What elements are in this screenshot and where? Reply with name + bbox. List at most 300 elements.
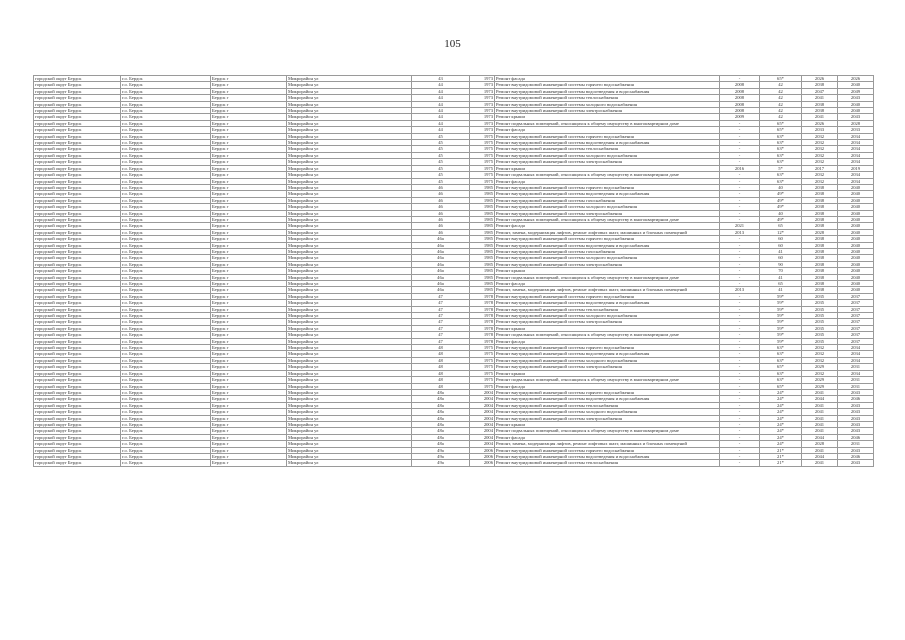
year-cell: 1985 [470, 236, 495, 242]
plan-cell: 24* [760, 434, 802, 440]
year-c-cell: 2037 [838, 313, 874, 319]
street-cell: Микрорайон ул [287, 236, 412, 242]
year-a-cell: - [720, 447, 760, 453]
street-cell: Микрорайон ул [287, 76, 412, 82]
plan-cell: 59* [760, 325, 802, 331]
street-cell: Микрорайон ул [287, 313, 412, 319]
year-c-cell: 2046 [838, 453, 874, 459]
year-a-cell: - [720, 281, 760, 287]
district-cell: городской округ Бердск [34, 293, 121, 299]
locality-cell: Бердск г [211, 396, 287, 402]
work-cell: Ремонт, замена, модернизация лифтов, ремонт лифтовых шахт, машинных и блочных помещений [495, 287, 720, 293]
work-cell: Ремонт внутридомовой инженерной системы холодного водоснабжения [495, 313, 720, 319]
work-cell: Ремонт крыши [495, 165, 720, 171]
plan-cell: 65* [760, 383, 802, 389]
house-cell: 44 [412, 95, 470, 101]
work-cell: Ремонт подвальных помещений, относящихся к общему имуществу в многоквартирном доме [495, 428, 720, 434]
street-cell: Микрорайон ул [287, 191, 412, 197]
year-a-cell: - [720, 140, 760, 146]
year-c-cell: 2028 [838, 120, 874, 126]
house-cell: 48а [412, 415, 470, 421]
year-b-cell: 2035 [802, 332, 838, 338]
year-a-cell: 2013 [720, 287, 760, 293]
street-cell: Микрорайон ул [287, 159, 412, 165]
district-cell: городской округ Бердск [34, 274, 121, 280]
street-cell: Микрорайон ул [287, 108, 412, 114]
year-a-cell: - [720, 184, 760, 190]
street-cell: Микрорайон ул [287, 216, 412, 222]
plan-cell: 40 [760, 210, 802, 216]
district-cell: городской округ Бердск [34, 191, 121, 197]
plan-cell: 59* [760, 300, 802, 306]
year-b-cell: 2038 [802, 216, 838, 222]
year-a-cell: - [720, 268, 760, 274]
settlement-cell: г.о. Бердск [121, 389, 211, 395]
year-cell: 1978 [470, 319, 495, 325]
year-cell: 1985 [470, 204, 495, 210]
year-b-cell: 2032 [802, 172, 838, 178]
street-cell: Микрорайон ул [287, 377, 412, 383]
work-cell: Ремонт внутридомовой инженерной системы холодного водоснабжения [495, 409, 720, 415]
year-b-cell: 2041 [802, 389, 838, 395]
year-b-cell: 2035 [802, 319, 838, 325]
year-cell: 1978 [470, 306, 495, 312]
year-cell: 1975 [470, 345, 495, 351]
year-cell: 1975 [470, 357, 495, 363]
year-b-cell: 2029 [802, 364, 838, 370]
year-b-cell: 2035 [802, 325, 838, 331]
work-cell: Ремонт крыши [495, 114, 720, 120]
work-cell: Ремонт внутридомовой инженерной системы водоотведения и водоснабжения [495, 351, 720, 357]
work-cell: Ремонт фасада [495, 434, 720, 440]
street-cell: Микрорайон ул [287, 152, 412, 158]
year-c-cell: 2040 [838, 184, 874, 190]
year-b-cell: 2038 [802, 287, 838, 293]
work-cell: Ремонт внутридомовой инженерной системы электроснабжения [495, 108, 720, 114]
settlement-cell: г.о. Бердск [121, 351, 211, 357]
year-cell: 1975 [470, 159, 495, 165]
locality-cell: Бердск г [211, 204, 287, 210]
street-cell: Микрорайон ул [287, 274, 412, 280]
year-cell: 2004 [470, 389, 495, 395]
street-cell: Микрорайон ул [287, 300, 412, 306]
settlement-cell: г.о. Бердск [121, 293, 211, 299]
street-cell: Микрорайон ул [287, 357, 412, 363]
work-cell: Ремонт внутридомовой инженерной системы теплоснабжения [495, 95, 720, 101]
settlement-cell: г.о. Бердск [121, 460, 211, 466]
plan-cell: 59* [760, 306, 802, 312]
year-a-cell: - [720, 319, 760, 325]
district-cell: городской округ Бердск [34, 441, 121, 447]
settlement-cell: г.о. Бердск [121, 191, 211, 197]
locality-cell: Бердск г [211, 191, 287, 197]
locality-cell: Бердск г [211, 82, 287, 88]
plan-cell: 63* [760, 357, 802, 363]
district-cell: городской округ Бердск [34, 306, 121, 312]
year-cell: 1975 [470, 140, 495, 146]
year-cell: 2006 [470, 447, 495, 453]
year-a-cell: - [720, 204, 760, 210]
district-cell: городской округ Бердск [34, 82, 121, 88]
settlement-cell: г.о. Бердск [121, 287, 211, 293]
locality-cell: Бердск г [211, 114, 287, 120]
year-b-cell: 2041 [802, 447, 838, 453]
year-a-cell: - [720, 236, 760, 242]
settlement-cell: г.о. Бердск [121, 204, 211, 210]
house-cell: 46 [412, 210, 470, 216]
year-c-cell: 2040 [838, 82, 874, 88]
year-cell: 1978 [470, 332, 495, 338]
year-b-cell: 2038 [802, 191, 838, 197]
work-cell: Ремонт внутридомовой инженерной системы электроснабжения [495, 364, 720, 370]
district-cell: городской округ Бердск [34, 402, 121, 408]
house-cell: 46 [412, 223, 470, 229]
year-c-cell: 2034 [838, 351, 874, 357]
work-cell: Ремонт внутридомовой инженерной системы водоотведения и водоснабжения [495, 242, 720, 248]
year-cell: 1975 [470, 377, 495, 383]
work-cell: Ремонт внутридомовой инженерной системы горячего водоснабжения [495, 389, 720, 395]
house-cell: 46а [412, 242, 470, 248]
year-a-cell: - [720, 133, 760, 139]
district-cell: городской округ Бердск [34, 415, 121, 421]
house-cell: 48 [412, 370, 470, 376]
year-b-cell: 2041 [802, 428, 838, 434]
year-c-cell: 2040 [838, 229, 874, 235]
district-cell: городской округ Бердск [34, 300, 121, 306]
settlement-cell: г.о. Бердск [121, 184, 211, 190]
house-cell: 49а [412, 447, 470, 453]
street-cell: Микрорайон ул [287, 210, 412, 216]
plan-cell: 5* [760, 165, 802, 171]
year-c-cell: 2040 [838, 223, 874, 229]
locality-cell: Бердск г [211, 127, 287, 133]
settlement-cell: г.о. Бердск [121, 146, 211, 152]
house-cell: 47 [412, 338, 470, 344]
settlement-cell: г.о. Бердск [121, 357, 211, 363]
year-c-cell: 2040 [838, 261, 874, 267]
plan-cell: 60 [760, 255, 802, 261]
year-cell: 1985 [470, 197, 495, 203]
locality-cell: Бердск г [211, 159, 287, 165]
house-cell: 46а [412, 236, 470, 242]
house-cell: 45 [412, 146, 470, 152]
year-c-cell: 2040 [838, 248, 874, 254]
plan-cell: 42 [760, 82, 802, 88]
house-cell: 46 [412, 184, 470, 190]
year-c-cell: 2033 [838, 127, 874, 133]
street-cell: Микрорайон ул [287, 389, 412, 395]
year-cell: 2004 [470, 434, 495, 440]
year-a-cell: - [720, 415, 760, 421]
year-cell: 1973 [470, 127, 495, 133]
work-cell: Ремонт внутридомовой инженерной системы холодного водоснабжения [495, 357, 720, 363]
district-cell: городской округ Бердск [34, 184, 121, 190]
street-cell: Микрорайон ул [287, 415, 412, 421]
plan-cell: 49* [760, 204, 802, 210]
plan-cell: 63* [760, 178, 802, 184]
street-cell: Микрорайон ул [287, 287, 412, 293]
house-cell: 45 [412, 152, 470, 158]
house-cell: 47 [412, 319, 470, 325]
year-c-cell: 2034 [838, 152, 874, 158]
year-cell: 2004 [470, 421, 495, 427]
street-cell: Микрорайон ул [287, 447, 412, 453]
settlement-cell: г.о. Бердск [121, 274, 211, 280]
year-a-cell: - [720, 441, 760, 447]
house-cell: 46а [412, 248, 470, 254]
work-cell: Ремонт фасада [495, 338, 720, 344]
year-c-cell: 2043 [838, 389, 874, 395]
district-cell: городской округ Бердск [34, 172, 121, 178]
house-cell: 46 [412, 197, 470, 203]
year-b-cell: 2038 [802, 255, 838, 261]
work-cell: Ремонт внутридомовой инженерной системы холодного водоснабжения [495, 101, 720, 107]
work-cell: Ремонт крыши [495, 421, 720, 427]
year-a-cell: 2016 [720, 165, 760, 171]
district-cell: городской округ Бердск [34, 338, 121, 344]
district-cell: городской округ Бердск [34, 210, 121, 216]
street-cell: Микрорайон ул [287, 332, 412, 338]
settlement-cell: г.о. Бердск [121, 434, 211, 440]
settlement-cell: г.о. Бердск [121, 421, 211, 427]
street-cell: Микрорайон ул [287, 364, 412, 370]
locality-cell: Бердск г [211, 95, 287, 101]
year-c-cell: 2043 [838, 415, 874, 421]
district-cell: городской округ Бердск [34, 421, 121, 427]
work-cell: Ремонт внутридомовой инженерной системы электроснабжения [495, 261, 720, 267]
work-cell: Ремонт подвальных помещений, относящихся к общему имуществу в многоквартирном доме [495, 377, 720, 383]
street-cell: Микрорайон ул [287, 261, 412, 267]
street-cell: Микрорайон ул [287, 460, 412, 466]
plan-cell: 59* [760, 332, 802, 338]
year-a-cell: 2008 [720, 101, 760, 107]
work-cell: Ремонт фасада [495, 281, 720, 287]
year-cell: 1973 [470, 108, 495, 114]
district-cell: городской округ Бердск [34, 287, 121, 293]
year-cell: 1973 [470, 88, 495, 94]
year-cell: 1985 [470, 229, 495, 235]
district-cell: городской округ Бердск [34, 204, 121, 210]
locality-cell: Бердск г [211, 165, 287, 171]
district-cell: городской округ Бердск [34, 140, 121, 146]
locality-cell: Бердск г [211, 402, 287, 408]
settlement-cell: г.о. Бердск [121, 210, 211, 216]
district-cell: городской округ Бердск [34, 332, 121, 338]
plan-cell: 63* [760, 377, 802, 383]
district-cell: городской округ Бердск [34, 165, 121, 171]
work-cell: Ремонт подвальных помещений, относящихся к общему имуществу в многоквартирном доме [495, 120, 720, 126]
plan-cell: 12* [760, 229, 802, 235]
district-cell: городской округ Бердск [34, 447, 121, 453]
plan-cell: 65* [760, 120, 802, 126]
house-cell: 44 [412, 101, 470, 107]
settlement-cell: г.о. Бердск [121, 261, 211, 267]
settlement-cell: г.о. Бердск [121, 453, 211, 459]
year-c-cell: 2043 [838, 402, 874, 408]
street-cell: Микрорайон ул [287, 383, 412, 389]
year-c-cell: 2043 [838, 428, 874, 434]
street-cell: Микрорайон ул [287, 223, 412, 229]
works-table-container [33, 75, 873, 467]
street-cell: Микрорайон ул [287, 325, 412, 331]
year-cell: 1973 [470, 95, 495, 101]
house-cell: 49а [412, 453, 470, 459]
district-cell: городской округ Бердск [34, 146, 121, 152]
settlement-cell: г.о. Бердск [121, 248, 211, 254]
locality-cell: Бердск г [211, 184, 287, 190]
year-a-cell: - [720, 389, 760, 395]
year-b-cell: 2041 [802, 409, 838, 415]
year-c-cell: 2019 [838, 165, 874, 171]
year-cell: 1975 [470, 165, 495, 171]
year-c-cell: 2037 [838, 293, 874, 299]
year-a-cell: - [720, 345, 760, 351]
work-cell: Ремонт крыши [495, 325, 720, 331]
year-c-cell: 2034 [838, 370, 874, 376]
plan-cell: 24* [760, 441, 802, 447]
street-cell: Микрорайон ул [287, 133, 412, 139]
work-cell: Ремонт фасада [495, 127, 720, 133]
plan-cell: 60 [760, 242, 802, 248]
year-c-cell: 2040 [838, 210, 874, 216]
plan-cell: 40 [760, 184, 802, 190]
district-cell: городской округ Бердск [34, 223, 121, 229]
street-cell: Микрорайон ул [287, 409, 412, 415]
locality-cell: Бердск г [211, 101, 287, 107]
house-cell: 46 [412, 204, 470, 210]
year-b-cell: 2041 [802, 114, 838, 120]
work-cell: Ремонт подвальных помещений, относящихся к общему имуществу в многоквартирном доме [495, 274, 720, 280]
year-b-cell: 2032 [802, 140, 838, 146]
district-cell: городской округ Бердск [34, 229, 121, 235]
year-a-cell: - [720, 152, 760, 158]
year-b-cell: 2038 [802, 210, 838, 216]
year-cell: 1975 [470, 178, 495, 184]
settlement-cell: г.о. Бердск [121, 165, 211, 171]
street-cell: Микрорайон ул [287, 345, 412, 351]
table-row [34, 460, 874, 466]
year-c-cell: 2043 [838, 114, 874, 120]
house-cell: 46 [412, 191, 470, 197]
year-a-cell: - [720, 402, 760, 408]
house-cell: 46а [412, 268, 470, 274]
work-cell: Ремонт фасада [495, 383, 720, 389]
plan-cell: 65* [760, 364, 802, 370]
district-cell: городской округ Бердск [34, 268, 121, 274]
work-cell: Ремонт, замена, модернизация лифтов, ремонт лифтовых шахт, машинных и блочных помещений [495, 441, 720, 447]
plan-cell: 21* [760, 453, 802, 459]
year-cell: 2004 [470, 415, 495, 421]
house-cell: 48а [412, 396, 470, 402]
year-b-cell: 2035 [802, 293, 838, 299]
street-cell: Микрорайон ул [287, 338, 412, 344]
district-cell: городской округ Бердск [34, 460, 121, 466]
year-cell: 1975 [470, 351, 495, 357]
year-a-cell: - [720, 313, 760, 319]
street-cell: Микрорайон ул [287, 82, 412, 88]
locality-cell: Бердск г [211, 281, 287, 287]
house-cell: 49а [412, 460, 470, 466]
works-table [33, 75, 874, 467]
work-cell: Ремонт внутридомовой инженерной системы водоотведения и водоснабжения [495, 300, 720, 306]
settlement-cell: г.о. Бердск [121, 172, 211, 178]
district-cell: городской округ Бердск [34, 248, 121, 254]
year-a-cell: - [720, 127, 760, 133]
year-b-cell: 2032 [802, 351, 838, 357]
house-cell: 45 [412, 178, 470, 184]
year-b-cell: 2026 [802, 120, 838, 126]
work-cell: Ремонт, замена, модернизация лифтов, ремонт лифтовых шахт, машинных и блочных помещений [495, 229, 720, 235]
year-cell: 1985 [470, 287, 495, 293]
house-cell: 45 [412, 165, 470, 171]
plan-cell: 63* [760, 140, 802, 146]
plan-cell: 90 [760, 261, 802, 267]
house-cell: 44 [412, 127, 470, 133]
year-cell: 2004 [470, 402, 495, 408]
district-cell: городской округ Бердск [34, 434, 121, 440]
year-a-cell: - [720, 242, 760, 248]
year-a-cell: - [720, 293, 760, 299]
street-cell: Микрорайон ул [287, 306, 412, 312]
settlement-cell: г.о. Бердск [121, 402, 211, 408]
locality-cell: Бердск г [211, 242, 287, 248]
year-c-cell: 2040 [838, 268, 874, 274]
street-cell: Микрорайон ул [287, 146, 412, 152]
locality-cell: Бердск г [211, 248, 287, 254]
district-cell: городской округ Бердск [34, 389, 121, 395]
district-cell: городской округ Бердск [34, 345, 121, 351]
year-b-cell: 2038 [802, 204, 838, 210]
district-cell: городской округ Бердск [34, 216, 121, 222]
settlement-cell: г.о. Бердск [121, 281, 211, 287]
year-a-cell: 2021 [720, 223, 760, 229]
settlement-cell: г.о. Бердск [121, 383, 211, 389]
year-cell: 2006 [470, 460, 495, 466]
settlement-cell: г.о. Бердск [121, 88, 211, 94]
plan-cell: 24* [760, 415, 802, 421]
year-c-cell: 2046 [838, 396, 874, 402]
year-a-cell: - [720, 120, 760, 126]
house-cell: 48а [412, 409, 470, 415]
house-cell: 46а [412, 274, 470, 280]
locality-cell: Бердск г [211, 172, 287, 178]
year-c-cell: 2043 [838, 95, 874, 101]
page-number: 105 [444, 38, 461, 50]
district-cell: городской округ Бердск [34, 351, 121, 357]
year-cell: 2004 [470, 396, 495, 402]
locality-cell: Бердск г [211, 223, 287, 229]
year-b-cell: 2026 [802, 76, 838, 82]
work-cell: Ремонт внутридомовой инженерной системы газоснабжения [495, 248, 720, 254]
year-a-cell: - [720, 216, 760, 222]
locality-cell: Бердск г [211, 133, 287, 139]
year-b-cell: 2038 [802, 184, 838, 190]
year-c-cell: 2031 [838, 441, 874, 447]
year-cell: 1978 [470, 338, 495, 344]
year-c-cell: 2040 [838, 274, 874, 280]
year-c-cell: 2040 [838, 287, 874, 293]
locality-cell: Бердск г [211, 383, 287, 389]
locality-cell: Бердск г [211, 76, 287, 82]
house-cell: 45 [412, 140, 470, 146]
year-c-cell: 2031 [838, 383, 874, 389]
settlement-cell: г.о. Бердск [121, 108, 211, 114]
year-b-cell: 2038 [802, 236, 838, 242]
year-c-cell: 2034 [838, 357, 874, 363]
work-cell: Ремонт внутридомовой инженерной системы электроснабжения [495, 159, 720, 165]
settlement-cell: г.о. Бердск [121, 255, 211, 261]
district-cell: городской округ Бердск [34, 383, 121, 389]
